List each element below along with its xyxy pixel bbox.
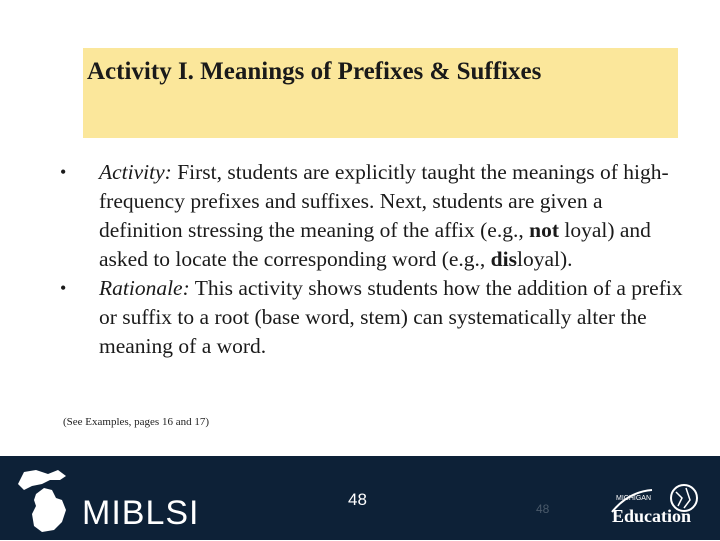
bullet-label: Rationale: — [99, 276, 190, 300]
bold-word: not — [529, 218, 559, 242]
miblsi-logo — [14, 466, 214, 536]
bullet-dot-icon: • — [60, 278, 67, 298]
bullet-text: First, students are explicitly taught the meanings of high-frequency prefixes and suffixes. Next, students are given a definition stressing the meaning of the affix (e.g., — [99, 160, 669, 242]
bullet-text: loyal) and asked to locate the corresponding word (e.g., — [99, 218, 651, 271]
bullet-text: loyal). — [516, 247, 573, 271]
partner-logo-text: Education — [612, 506, 692, 526]
bullet-dot-icon: • — [60, 162, 67, 182]
title-box — [83, 48, 678, 138]
bullet-rationale — [60, 274, 690, 361]
bullet-activity — [60, 158, 690, 274]
education-logo-icon — [608, 468, 698, 530]
bullet-label: Activity: — [99, 160, 172, 184]
partner-logo-top: MICHIGAN — [616, 495, 651, 502]
bullet-list — [60, 158, 690, 361]
page-number: 48 — [348, 490, 367, 509]
slide-title: Activity I. Meanings of Prefixes & Suffixes — [87, 58, 542, 85]
bullet-text: This activity shows students how the addition of a prefix or suffix to a root (base word, stem) can systematically alter the meaning of a word. — [99, 276, 683, 358]
michigan-map-icon — [14, 466, 74, 536]
miblsi-logo-text: MIBLSI — [82, 494, 200, 532]
page-number-small: 48 — [536, 502, 550, 516]
michigan-education-logo — [608, 468, 698, 530]
bold-prefix: dis — [490, 247, 517, 271]
footer-bar — [0, 456, 720, 540]
examples-note: (See Examples, pages 16 and 17) — [63, 416, 210, 428]
